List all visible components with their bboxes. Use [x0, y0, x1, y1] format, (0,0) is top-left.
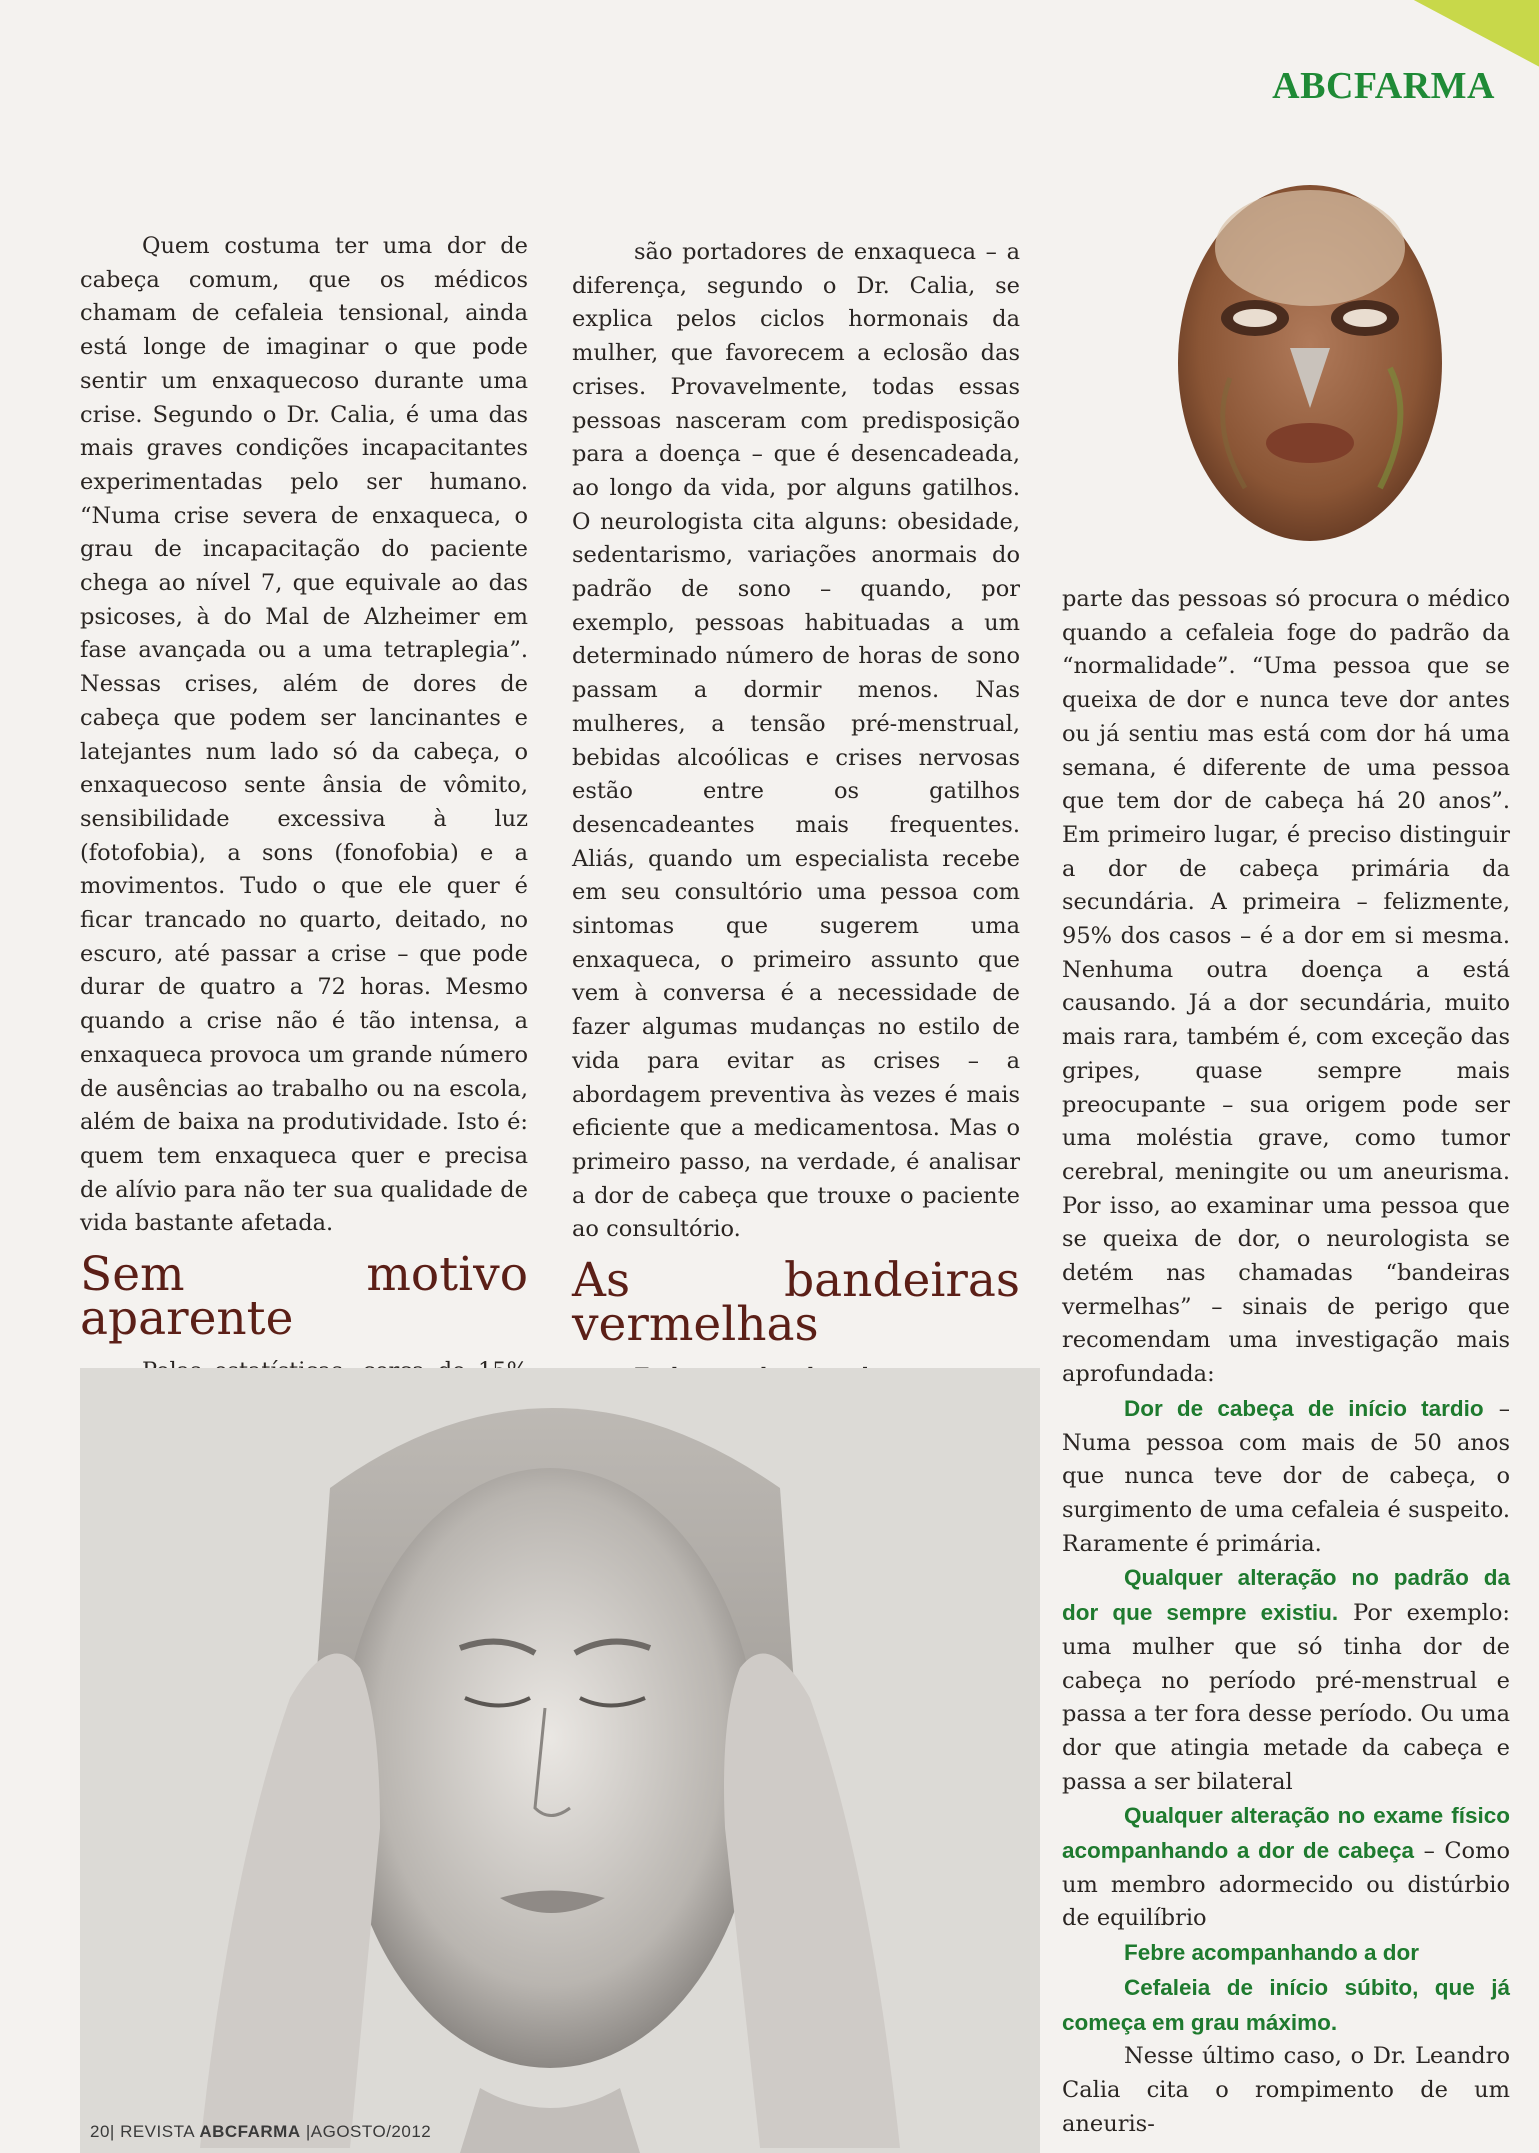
- red-flag-item: [1062, 1561, 1510, 1799]
- page-number: 20|: [90, 2122, 115, 2141]
- section-heading: Sem motivo aparente: [80, 1247, 528, 1347]
- red-flag-text: Por exemplo: uma mulher que só tinha dor de cabeça no período pré-menstrual e passa a ter fora desse período. Ou uma dor que atingia metade da cabeça e passa a ser bilateral: [1062, 1600, 1511, 1795]
- red-flag-item: [1062, 1392, 1510, 1562]
- paragraph: Quem costuma ter uma dor de cabeça comum, que os médicos chamam de cefaleia tensional, ainda está longe de imaginar o que pode sentir um enxaquecoso durante uma crise. Segundo o Dr. Calia, é uma das mais graves condições incapacitantes experimentadas pelo ser humano. “Numa crise severa de enxaqueca, o grau de incapacitação do paciente chega ao nível 7, que equivale ao das psicoses, à do Mal de Alzheimer em fase avançada ou a uma tetraplegia”. Nessas crises, além de dores de cabeça que podem ser lancinantes e latejantes num lado só da cabeça, o enxaquecoso sente ânsia de vômito, sensibilidade excessiva à luz (fotofobia), a sons (fonofobia) e a movimentos. Tudo o que ele quer é ficar trancado no quarto, deitado, no escuro, até passar a crise – que pode durar de quatro a 72 horas. Mesmo quando a crise não é tão intensa, a enxaqueca provoca um grande número de ausências ao trabalho ou na escola, além de baixa na produtividade. Isto é: quem tem enxaqueca quer e precisa de alívio para não ter sua qualidade de vida bastante afetada.: [80, 233, 528, 1237]
- red-flag-text: – Como um membro adormecido ou distúrbio de equilíbrio: [1062, 1838, 1510, 1932]
- facial-muscles-illustration: [1160, 178, 1460, 548]
- red-flag-title: Dor de cabeça de início tardio: [1124, 1395, 1484, 1421]
- red-flag-title: Qualquer alteração no padrão da dor que sempre existiu.: [1062, 1565, 1510, 1626]
- red-flag-title: Febre acompanhando a dor: [1124, 1940, 1420, 1966]
- paragraph: parte das pessoas só procura o médico quando a cefaleia foge do padrão da “normalidade”. “Uma pessoa que se queixa de dor e nunca teve dor antes ou já sentiu mas está com dor há uma semana, é diferente de uma pessoa que tem dor de cabeça há 20 anos”. Em primeiro lugar, é preciso distinguir a dor de cabeça primária da secundária. A primeira – felizmente, 95% dos casos – é a dor em si mesma. Nenhuma outra doença a está causando. Já a dor secundária, muito mais rara, também é, com exceção das gripes, quase sempre mais preocupante – sua origem pode ser uma moléstia grave, como tumor cerebral, meningite ou um aneurisma. Por isso, ao examinar uma pessoa que se queixa de dor, o neurologista se detém nas chamadas “bandeiras vermelhas” – sinais de perigo que recomendam uma investigação mais aprofundada:: [1062, 586, 1510, 1388]
- issue-date: |AGOSTO/2012: [305, 2122, 432, 2141]
- paragraph: são portadores de enxaqueca – a diferença, segundo o Dr. Calia, se explica pelos ciclos hormonais da mulher, que favorecem a eclosão das crises. Provavelmente, todas essas pessoas nasceram com predisposição para a doença – que é desencadeada, ao longo da vida, por alguns gatilhos. O neurologista cita alguns: obesidade, sedentarismo, variações anormais do padrão de sono – quando, por exemplo, pessoas habituadas a um determinado número de horas de sono passam a dormir menos. Nas mulheres, a tensão pré-menstrual, bebidas alcoólicas e crises nervosas estão entre os gatilhos desencadeantes mais frequentes. Aliás, quando um especialista recebe em seu consultório uma pessoa com sintomas que sugerem uma enxaqueca, o primeiro assunto que vem à conversa é a necessidade de fazer algumas mudanças no estilo de vida para evitar as crises – a abordagem preventiva às vezes é mais eficiente que a medicamentosa. Mas o primeiro passo, na verdade, é analisar a dor de cabeça que trouxe o paciente ao consultório.: [572, 239, 1020, 1243]
- article-column-3: [1062, 583, 1510, 2141]
- page-footer: [90, 2122, 431, 2142]
- red-flag-title: Cefaleia de início súbito, que já começa em grau máximo.: [1062, 1974, 1510, 2035]
- red-flag-text: – Numa pessoa com mais de 50 anos que nunca teve dor de cabeça, o surgimento de uma cefaleia é suspeito. Raramente é primária.: [1062, 1395, 1510, 1557]
- brand-header: ABCFARMA: [1272, 65, 1495, 107]
- article-column-2: [572, 236, 1020, 1462]
- woman-with-headache-image: [80, 1368, 1040, 2153]
- section-heading: As bandeiras vermelhas: [572, 1253, 1020, 1353]
- red-flag-item: [1062, 1799, 1510, 1936]
- headache-photo: [80, 1368, 1040, 2153]
- magazine-brand: ABCFARMA: [199, 2122, 301, 2141]
- red-flag-item: [1062, 1971, 1510, 2040]
- magazine-label: REVISTA: [120, 2122, 195, 2141]
- red-flag-item: [1062, 1936, 1510, 1971]
- paragraph: Nesse último caso, o Dr. Leandro Calia cita o rompimento de um aneuris-: [1062, 2043, 1510, 2137]
- article-column-1: [80, 230, 528, 1423]
- red-flag-title: Qualquer alteração no exame físico acompanhando a dor de cabeça: [1062, 1803, 1510, 1864]
